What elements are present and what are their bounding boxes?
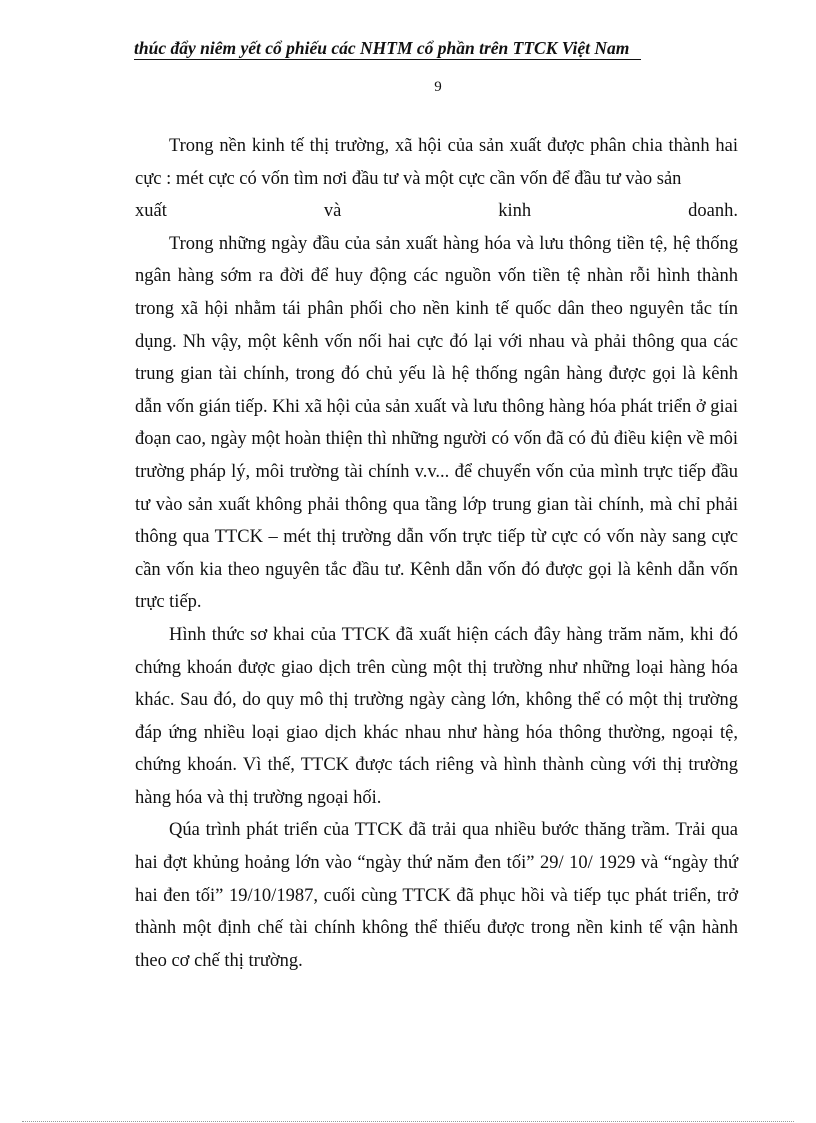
paragraph-2: Trong những ngày đầu của sản xuất hàng hóa và lưu thông tiền tệ, hệ thống ngân hàng sớm ra đời để huy động các nguồn vốn tiền tệ nhàn rỗi hình thành trong xã hội nhằm tái phân phối cho nền kinh tế quốc dân theo nguyên tắc tín dụng. Nh vậy, một kênh vốn nối hai cực đó lại với nhau và phải thông qua các trung gian tài chính, trong đó chủ yếu là hệ thống ngân hàng được gọi là kênh dẫn vốn gián tiếp. Khi xã hội của sản xuất và lưu thông hàng hóa phát triển ở giai đoạn cao, ngày một hoàn thiện thì những người có vốn đã có đủ điều kiện về môi trường pháp lý, môi trường tài chính v.v... để chuyển vốn của mình trực tiếp đầu tư vào sản xuất không phải thông qua tầng lớp trung gian tài chính, mà chỉ phải thông qua TTCK – mét thị trường dẫn vốn trực tiếp từ cực có vốn này sang cực cần vốn kia theo nguyên tắc đầu tư. Kênh dẫn vốn đó được gọi là kênh dẫn vốn trực tiếp.: [135, 233, 738, 613]
paragraph-4: Qúa trình phát triển của TTCK đã trải qua nhiều bước thăng trầm. Trải qua hai đợt khủng hoảng lớn vào “ngày thứ năm đen tối” 29/ 10/ 1929 và “ngày thứ hai đen tối” 19/10/1987, cuối cùng TTCK đã phục hồi và tiếp tục phát triển, trở thành một định chế tài chính không thể thiếu được trong nền kinh tế vận hành theo cơ chế thị trường.: [135, 820, 738, 971]
paragraph-1-line-1: Trong nền kinh tế thị trường, xã hội của sản xuất được phân chia thành: [169, 136, 710, 156]
body-text: [135, 130, 738, 977]
paragraph-1-line-3: xuất và kinh doanh.: [135, 201, 738, 222]
paragraph-1: [135, 130, 738, 228]
header-underline: [134, 59, 641, 60]
page-bottom-border: [22, 1121, 794, 1122]
running-header: thúc đẩy niêm yết cổ phiếu các NHTM cổ phần trên TTCK Việt Nam: [134, 38, 630, 58]
page-number: 9: [434, 79, 442, 95]
paragraph-1-line-2: hai cực : mét cực có vốn tìm nơi đầu tư và một cực cần vốn để đầu tư vào sản: [135, 136, 738, 189]
paragraph-3: Hình thức sơ khai của TTCK đã xuất hiện cách đây hàng trăm năm, khi đó chứng khoán được giao dịch trên cùng một thị trường như những loại hàng hóa khác. Sau đó, do quy mô thị trường ngày càng lớn, không thể có một thị trường đáp ứng nhiều loại giao dịch khác nhau như hàng hóa thông thường, ngoại tệ, chứng khoán. Vì thế, TTCK được tách riêng và hình thành cùng với thị trường hàng hóa và thị trường ngoại hối.: [135, 624, 738, 808]
